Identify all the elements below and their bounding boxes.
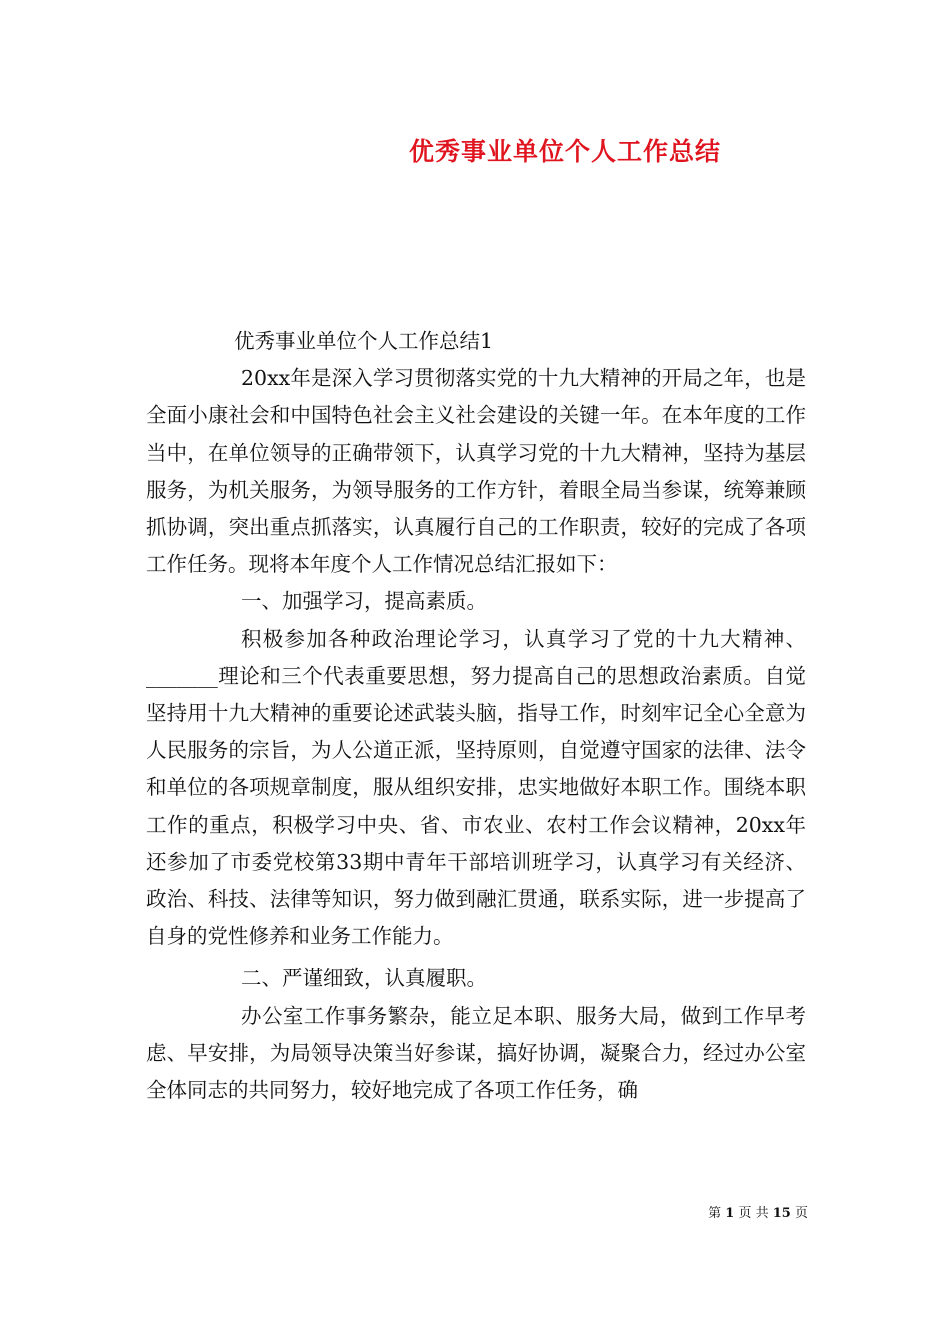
document-body [146,323,806,1109]
footer-page-number: 1 [725,1206,735,1221]
footer-prefix: 第 [708,1206,722,1221]
paragraph-duty: 办公室工作事务繁杂，能立足本职、服务大局，做到工作早考虑、早安排，为局领导决策当好参谋，搞好协调，凝聚合力，经过办公室全体同志的共同努力，较好地完成了各项工作任务，确 [146,1003,806,1103]
paragraph-study: 积极参加各种政治理论学习，认真学习了党的十九大精神、_______理论和三个代表重要思想，努力提高自己的思想政治素质。自觉坚持用十九大精神的重要论述武装头脑，指导工作，时刻牢记全心全意为人民服务的宗旨，为人公道正派，坚持原则，自觉遵守国家的法律、法令和单位的各项规章制度，服从组织安排，忠实地做好本职工作。围绕本职工作的重点，积极学习中央、省、市农业、农村工作会议精神，20xx年还参加了市委党校第33期中青年干部培训班学习，认真学习有关经济、政治、科技、法律等知识，努力做到融汇贯通，联系实际，进一步提高了自身的党性修养和业务工作能力。 [146,626,806,949]
document-title: 优秀事业单位个人工作总结 [408,137,721,166]
section-heading-1: 一、加强学习，提高素质。 [241,589,487,614]
page-footer [0,1205,808,1223]
section-heading-2: 二、严谨细致，认真履职。 [241,966,487,991]
section-subtitle: 优秀事业单位个人工作总结1 [234,329,494,353]
footer-total-pages: 15 [772,1206,791,1221]
footer-suffix: 页 [794,1206,808,1221]
footer-middle: 页 共 [738,1206,769,1221]
paragraph-intro: 20xx年是深入学习贯彻落实党的十九大精神的开局之年，也是全面小康社会和中国特色社会主义社会建设的关键一年。在本年度的工作当中，在单位领导的正确带领下，认真学习党的十九大精神，坚持为基层服务，为机关服务，为领导服务的工作方针，着眼全局当参谋，统筹兼顾抓协调，突出重点抓落实，认真履行自己的工作职责，较好的完成了各项工作任务。现将本年度个人工作情况总结汇报如下： [146,366,806,577]
